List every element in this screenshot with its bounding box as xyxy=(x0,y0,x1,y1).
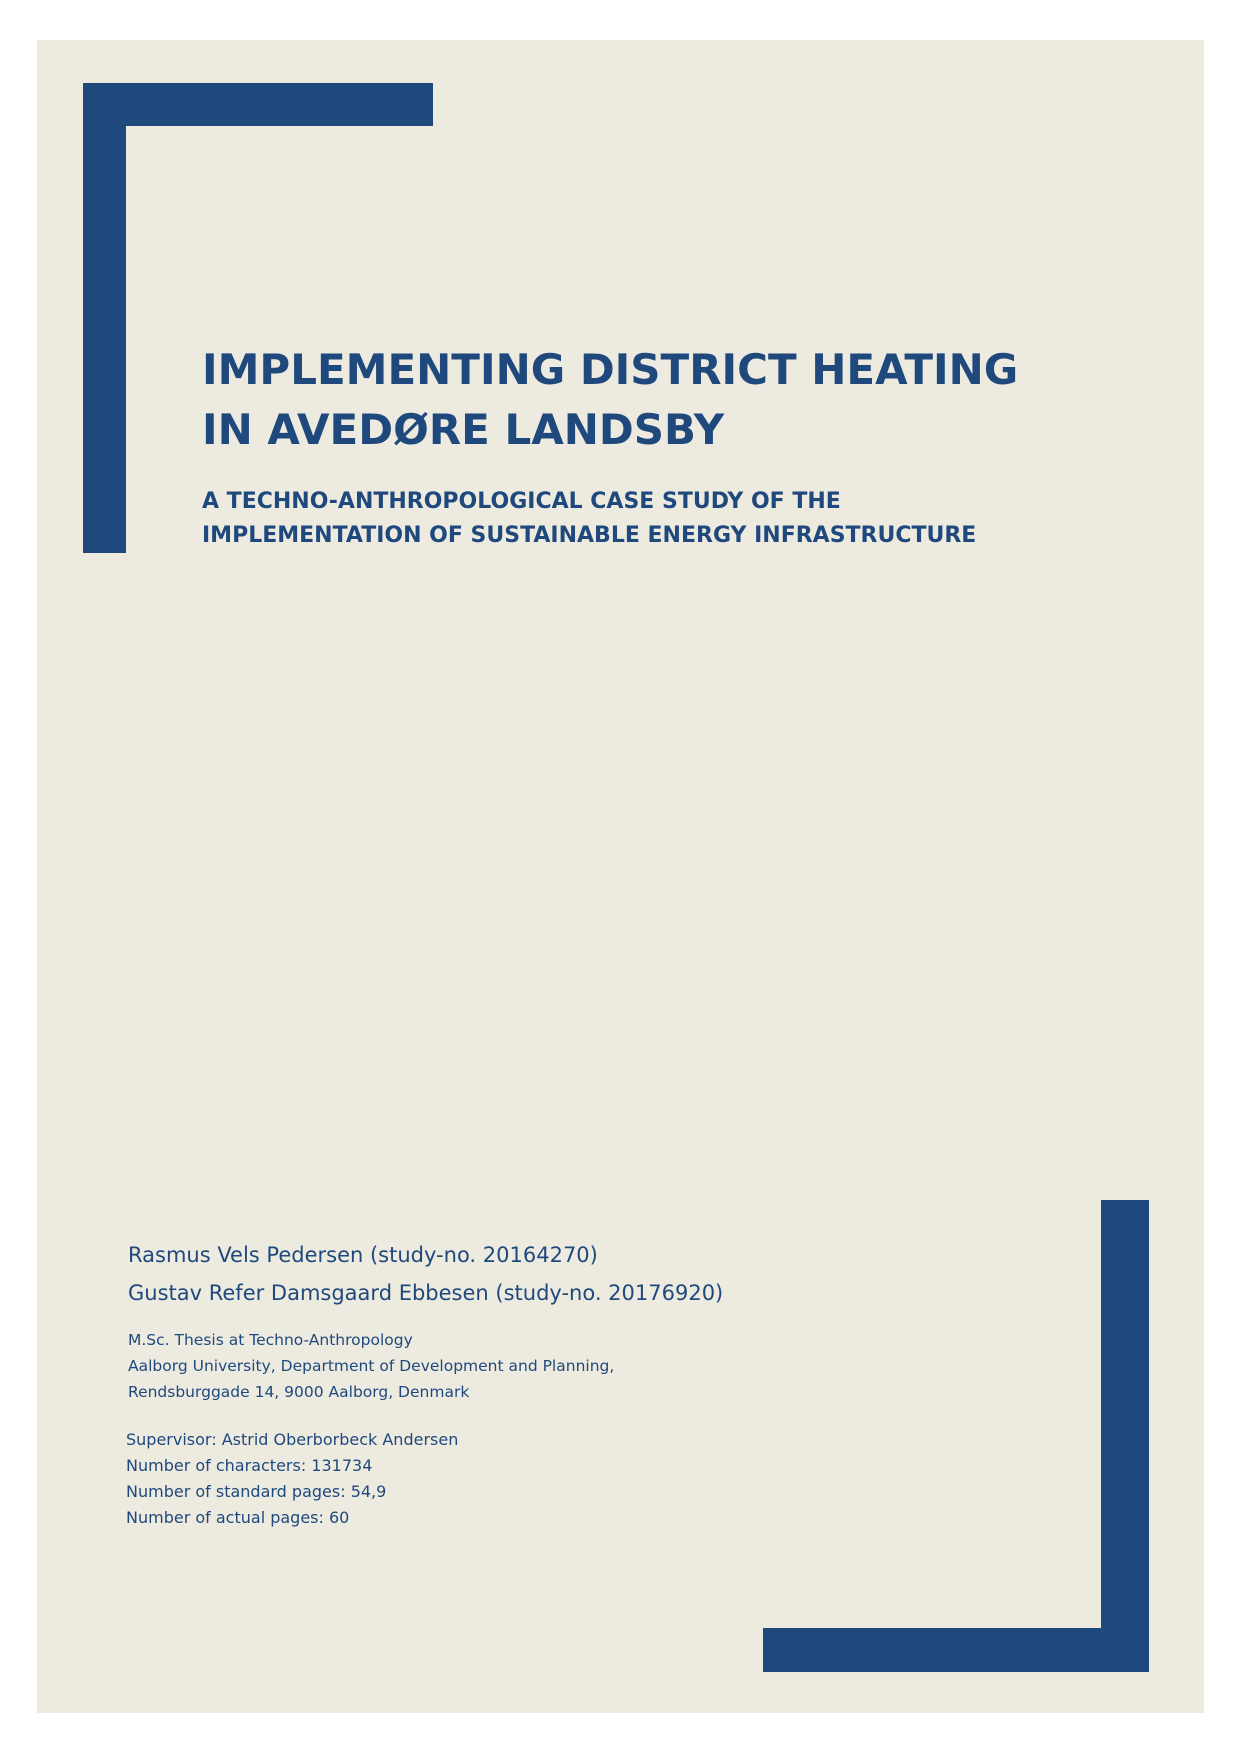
subtitle-line-2: IMPLEMENTATION OF SUSTAINABLE ENERGY INFRASTRUCTURE xyxy=(202,523,977,548)
author-1: Rasmus Vels Pedersen (study-no. 20164270) xyxy=(128,1243,598,1267)
author-list xyxy=(128,1236,1028,1312)
institution-line-1: M.Sc. Thesis at Techno-Anthropology xyxy=(128,1331,413,1349)
top-left-bracket-vertical xyxy=(83,83,126,553)
subtitle-line-1: A TECHNO-ANTHROPOLOGICAL CASE STUDY OF THE xyxy=(202,489,841,514)
bottom-right-bracket-horizontal xyxy=(763,1628,1149,1672)
standard-pages-line: Number of standard pages: 54,9 xyxy=(126,1482,387,1501)
supervisor-line: Supervisor: Astrid Oberborbeck Andersen xyxy=(126,1430,459,1449)
title-line-2: IN AVEDØRE LANDSBY xyxy=(202,405,725,454)
author-2: Gustav Refer Damsgaard Ebbesen (study-no. 20176920) xyxy=(128,1281,724,1305)
top-left-bracket-horizontal xyxy=(83,83,433,126)
title-line-1: IMPLEMENTING DISTRICT HEATING xyxy=(202,345,1019,394)
thesis-meta-block xyxy=(126,1427,1026,1531)
institution-line-3: Rendsburggade 14, 9000 Aalborg, Denmark xyxy=(128,1383,470,1401)
characters-count-line: Number of characters: 131734 xyxy=(126,1456,373,1475)
institution-block xyxy=(128,1327,1028,1405)
institution-line-2: Aalborg University, Department of Development and Planning, xyxy=(128,1357,615,1375)
actual-pages-line: Number of actual pages: 60 xyxy=(126,1508,350,1527)
document-subtitle xyxy=(202,485,1102,553)
bottom-right-bracket-vertical xyxy=(1101,1200,1149,1672)
document-title xyxy=(202,340,1102,460)
